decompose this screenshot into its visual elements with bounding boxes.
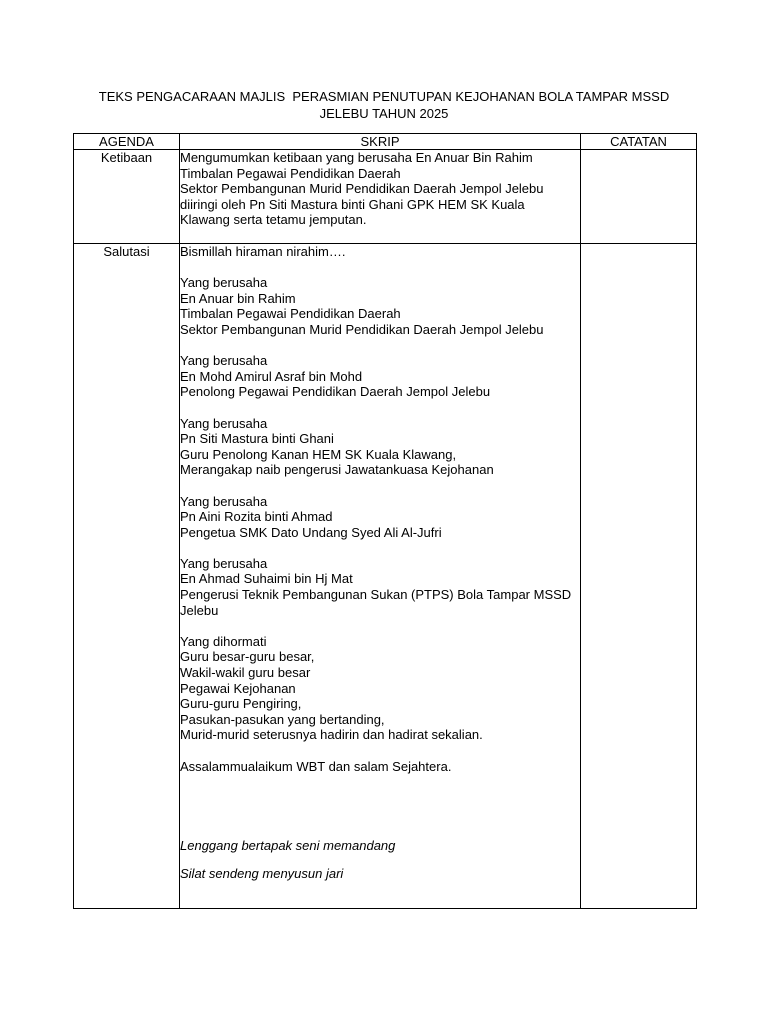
script-line: Guru besar-guru besar, <box>180 649 315 665</box>
script-line: Klawang serta tetamu jemputan. <box>180 212 367 228</box>
script-line: Pasukan-pasukan yang bertanding, <box>180 711 385 727</box>
spacer <box>180 774 580 838</box>
script-line: Yang berusaha <box>180 415 268 431</box>
table-row-salutasi <box>74 244 697 909</box>
spacer <box>180 540 580 556</box>
agenda-cell: Salutasi <box>74 244 180 909</box>
script-line: Mengumumkan ketibaan yang berusaha En Anuar Bin Rahim <box>180 150 533 165</box>
script-line: Pn Siti Mastura binti Ghani <box>180 431 334 447</box>
script-line: Jelebu <box>180 602 219 618</box>
script-line: Yang berusaha <box>180 493 268 509</box>
script-line: Pegawai Kejohanan <box>180 680 296 696</box>
script-line: Murid-murid seterusnya hadirin dan hadirat sekalian. <box>180 727 483 743</box>
script-line: Merangakap naib pengerusi Jawatankuasa Kejohanan <box>180 462 494 478</box>
spacer <box>180 478 580 494</box>
spacer <box>180 618 580 634</box>
skrip-cell <box>180 244 581 909</box>
document-title <box>74 88 694 122</box>
title-line-1: TEKS PENGACARAAN MAJLIS PERASMIAN PENUTUPAN KEJOHANAN BOLA TAMPAR MSSD <box>98 89 670 104</box>
script-line: Yang berusaha <box>180 353 268 369</box>
script-line: Yang berusaha <box>180 275 268 291</box>
header-catatan: CATATAN <box>581 134 697 150</box>
script-line: En Anuar bin Rahim <box>180 290 296 306</box>
script-line: Yang berusaha <box>180 555 268 571</box>
catatan-cell <box>581 244 697 909</box>
pantun-line: Silat sendeng menyusun jari <box>180 865 344 881</box>
script-line: Timbalan Pegawai Pendidikan Daerah <box>180 306 401 322</box>
agenda-cell: Ketibaan <box>74 150 180 244</box>
script-line: En Ahmad Suhaimi bin Hj Mat <box>180 571 353 587</box>
spacer <box>180 338 580 354</box>
script-line: Pn Aini Rozita binti Ahmad <box>180 509 333 525</box>
script-line: Wakil-wakil guru besar <box>180 665 311 681</box>
header-agenda: AGENDA <box>74 134 180 150</box>
table-header-row <box>74 134 697 150</box>
spacer <box>180 400 580 416</box>
greeting-line: Assalammualaikum WBT dan salam Sejahtera. <box>180 758 452 774</box>
script-line: En Mohd Amirul Asraf bin Mohd <box>180 368 363 384</box>
script-line: Timbalan Pegawai Pendidikan Daerah <box>180 165 401 181</box>
catatan-cell <box>581 150 697 244</box>
opening-line: Bismillah hiraman nirahim…. <box>180 244 346 259</box>
spacer <box>180 854 580 866</box>
skrip-cell <box>180 150 581 244</box>
script-table <box>73 133 697 909</box>
script-line: Pengerusi Teknik Pembangunan Sukan (PTPS) Bola Tampar MSSD <box>180 587 572 603</box>
script-line: Sektor Pembangunan Murid Pendidikan Daerah Jempol Jelebu <box>180 181 544 197</box>
script-line: Guru Penolong Kanan HEM SK Kuala Klawang, <box>180 446 457 462</box>
spacer <box>180 260 580 276</box>
script-line: Guru-guru Pengiring, <box>180 696 302 712</box>
pantun-line: Lenggang bertapak seni memandang <box>180 838 396 854</box>
table-row-ketibaan <box>74 150 697 244</box>
script-line: Sektor Pembangunan Murid Pendidikan Daerah Jempol Jelebu <box>180 321 544 337</box>
script-line: Yang dihormati <box>180 633 267 649</box>
spacer <box>180 743 580 759</box>
header-skrip: SKRIP <box>180 134 581 150</box>
title-line-2: JELEBU TAHUN 2025 <box>319 106 449 121</box>
script-line: Penolong Pegawai Pendidikan Daerah Jempol Jelebu <box>180 384 491 400</box>
script-line: diiringi oleh Pn Siti Mastura binti Ghani GPK HEM SK Kuala <box>180 196 525 212</box>
script-line: Pengetua SMK Dato Undang Syed Ali Al-Jufri <box>180 524 442 540</box>
